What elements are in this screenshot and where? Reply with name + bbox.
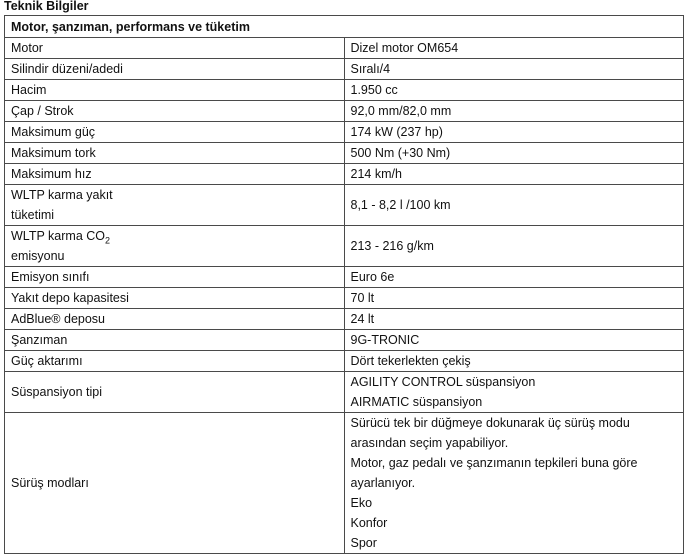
value-line: Spor <box>350 536 377 550</box>
row-value: 174 kW (237 hp) <box>344 122 684 143</box>
table-row <box>5 226 684 267</box>
row-value: 9G-TRONIC <box>344 330 684 351</box>
row-value: 214 km/h <box>344 164 684 185</box>
table-row <box>5 38 684 59</box>
table-row <box>5 351 684 372</box>
row-label: Motor <box>5 38 345 59</box>
row-label: Çap / Strok <box>5 101 345 122</box>
value-line: Eko <box>350 496 373 510</box>
row-value: 213 - 216 g/km <box>344 226 684 267</box>
row-label-line: WLTP karma yakıt <box>11 188 113 202</box>
row-label-line: tüketimi <box>11 208 55 222</box>
page-title: Teknik Bilgiler <box>4 0 89 13</box>
row-label <box>5 185 345 226</box>
row-label-line <box>11 226 344 246</box>
row-value <box>344 372 684 413</box>
table-row <box>5 143 684 164</box>
co2-subscript: 2 <box>105 235 111 246</box>
section-title: Motor, şanzıman, performans ve tüketim <box>5 16 684 38</box>
co2-text: WLTP karma CO <box>11 229 105 243</box>
row-label: Şanzıman <box>5 330 345 351</box>
table-row <box>5 164 684 185</box>
table-row <box>5 413 684 554</box>
row-label: Güç aktarımı <box>5 351 345 372</box>
row-value: Dizel motor OM654 <box>344 38 684 59</box>
value-line: AIRMATIC süspansiyon <box>350 395 483 409</box>
table-row <box>5 122 684 143</box>
table-row <box>5 309 684 330</box>
row-value: 1.950 cc <box>344 80 684 101</box>
row-value: Sıralı/4 <box>344 59 684 80</box>
table-row <box>5 80 684 101</box>
row-label: Maksimum güç <box>5 122 345 143</box>
table-row <box>5 330 684 351</box>
row-label: Maksimum hız <box>5 164 345 185</box>
row-label: Yakıt depo kapasitesi <box>5 288 345 309</box>
table-row <box>5 59 684 80</box>
row-label: Hacim <box>5 80 345 101</box>
row-value: 8,1 - 8,2 l /100 km <box>344 185 684 226</box>
row-value <box>344 413 684 554</box>
row-label: Sürüş modları <box>5 413 345 554</box>
value-line: AGILITY CONTROL süspansiyon <box>350 375 536 389</box>
row-value: 92,0 mm/82,0 mm <box>344 101 684 122</box>
row-value: 24 lt <box>344 309 684 330</box>
tech-specs-table <box>4 15 684 554</box>
cut-off-row <box>4 505 684 515</box>
row-label: Maksimum tork <box>5 143 345 164</box>
row-label-line: emisyonu <box>11 249 65 263</box>
row-label: AdBlue® deposu <box>5 309 345 330</box>
table-row <box>5 372 684 413</box>
section-header-row <box>5 16 684 38</box>
value-line: Konfor <box>350 516 388 530</box>
value-line: Motor, gaz pedalı ve şanzımanın tepkileri buna göre ayarlanıyor. <box>350 456 638 490</box>
value-line: Sürücü tek bir düğmeye dokunarak üç sürüş modu arasından seçim yapabiliyor. <box>350 416 630 450</box>
table-row <box>5 185 684 226</box>
table-row <box>5 288 684 309</box>
row-label: Emisyon sınıfı <box>5 267 345 288</box>
row-label: Süspansiyon tipi <box>5 372 345 413</box>
row-label <box>5 226 345 267</box>
table-row <box>5 101 684 122</box>
row-value: 500 Nm (+30 Nm) <box>344 143 684 164</box>
row-label: Silindir düzeni/adedi <box>5 59 345 80</box>
row-value: 70 lt <box>344 288 684 309</box>
table-row <box>5 267 684 288</box>
row-value: Dört tekerlekten çekiş <box>344 351 684 372</box>
row-value: Euro 6e <box>344 267 684 288</box>
